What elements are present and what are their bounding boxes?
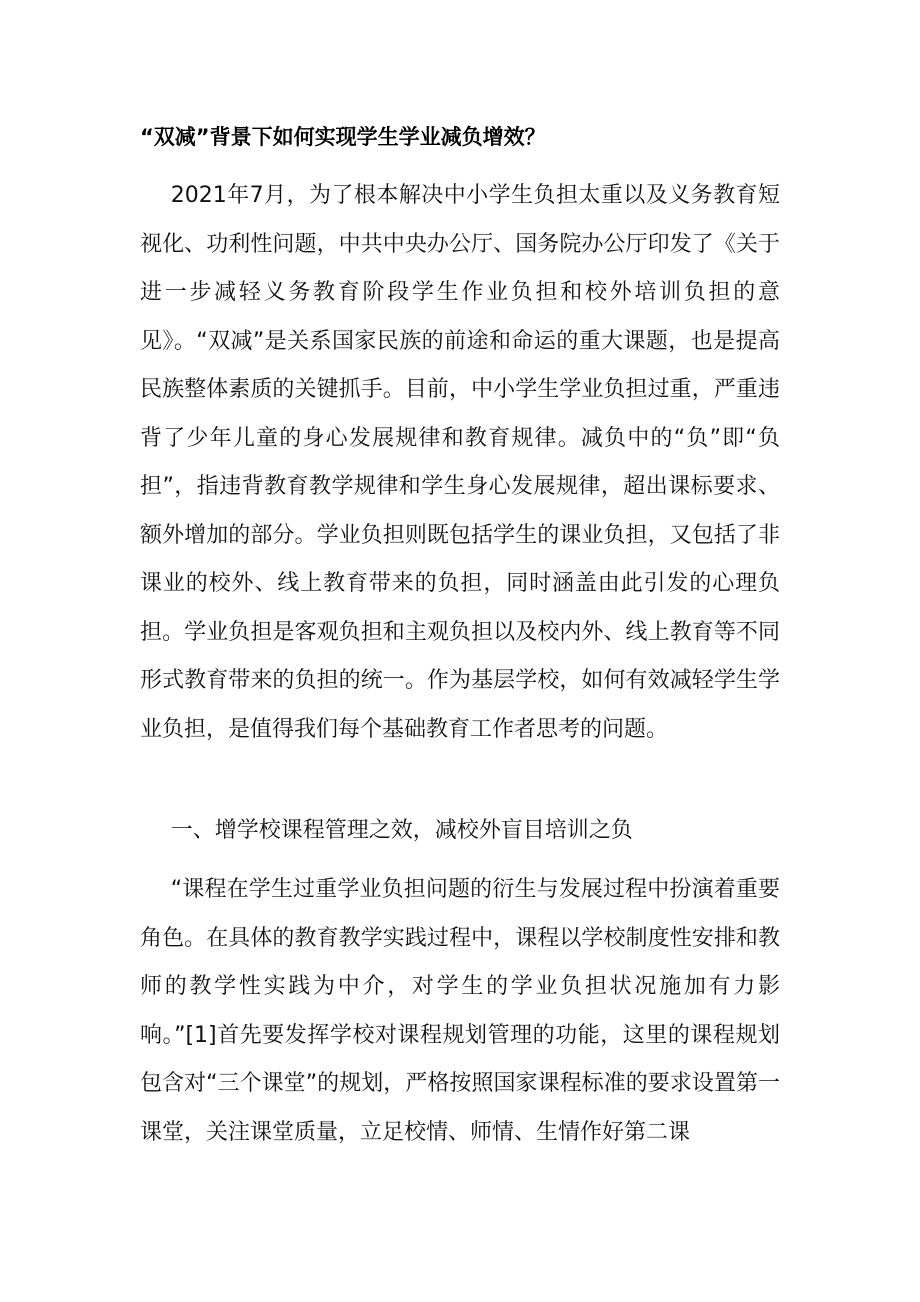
section-heading-1: 一、增学校课程管理之效，减校外盲目培训之负 (170, 818, 633, 843)
document-title: “双减”背景下如何实现学生学业减负增效？ (140, 125, 546, 149)
paragraph-intro: 2021年7月，为了根本解决中小学生负担太重以及义务教育短视化、功利性问题，中共中央办公厅、国务院办公厅印发了《关于进一步减轻义务教育阶段学生作业负担和校外培训负担的意见》。“双减”是关系国家民族的前途和命运的重大课题，也是提高民族整体素质的关键抓手。目前，中小学生学业负担过重，严重违背了少年儿童的身心发展规律和教育规律。减负中的“负”即“负担”，指违背教育教学规律和学生身心发展规律，超出课标要求、额外增加的部分。学业负担则既包括学生的课业负担，又包括了非课业的校外、线上教育带来的负担，同时涵盖由此引发的心理负担。学业负担是客观负担和主观负担以及校内外、线上教育等不同形式教育带来的负担的统一。作为基层学校，如何有效减轻学生学业负担，是值得我们每个基础教育工作者思考的问题。 (140, 183, 780, 742)
paragraph-section-1: “课程在学生过重学业负担问题的衍生与发展过程中扮演着重要角色。在具体的教育教学实践过程中，课程以学校制度性安排和教师的教学性实践为中介，对学生的学业负担状况施加有力影响。”[1]首先要发挥学校对课程规划管理的功能，这里的课程规划包含对“三个课堂”的规划，严格按照国家课程标准的要求设置第一课堂，关注课堂质量，立足校情、师情、生情作好第二课 (140, 877, 780, 1145)
